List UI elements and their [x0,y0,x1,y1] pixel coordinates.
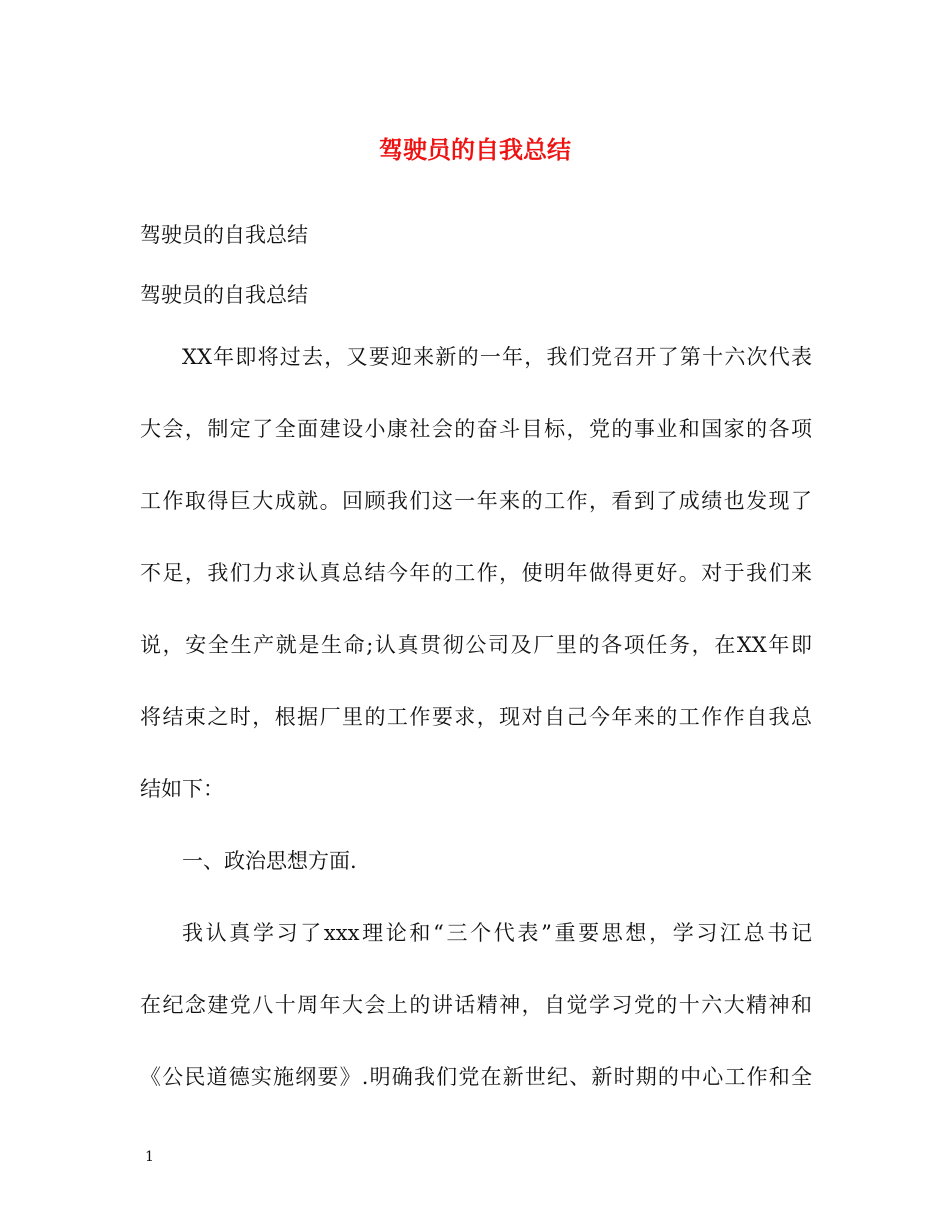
section-heading-politics: 一、政治思想方面. [182,849,357,873]
paragraph-1-line-4: 不足，我们力求认真总结今年的工作，使明年做得更好。对于我们来 [140,561,812,585]
paragraph-1-line-7: 结如下： [140,777,224,801]
paragraph-1-line-2: 大会，制定了全面建设小康社会的奋斗目标，党的事业和国家的各项 [140,417,812,441]
paragraph-1-line-3: 工作取得巨大成就。回顾我们这一年来的工作，看到了成绩也发现了 [140,489,812,513]
paragraph-1-line-1: XX年即将过去，又要迎来新的一年，我们党召开了第十六次代表 [182,345,812,369]
paragraph-1-line-6: 将结束之时，根据厂里的工作要求，现对自己今年来的工作作自我总 [140,705,812,729]
document-title: 驾驶员的自我总结 [379,135,571,164]
paragraph-2-line-1: 我认真学习了xxx理论和“三个代表”重要思想，学习江总书记 [182,921,812,945]
paragraph-1-line-5: 说，安全生产就是生命;认真贯彻公司及厂里的各项任务，在XX年即 [140,633,812,657]
paragraph-2-line-3: 《公民道德实施纲要》.明确我们党在新世纪、新时期的中心工作和全 [140,1065,812,1089]
subtitle-line-1: 驾驶员的自我总结 [140,223,308,247]
subtitle-line-2: 驾驶员的自我总结 [140,283,308,307]
paragraph-2-line-2: 在纪念建党八十周年大会上的讲话精神，自觉学习党的十六大精神和 [140,993,812,1017]
page-number: 1 [145,1149,154,1165]
